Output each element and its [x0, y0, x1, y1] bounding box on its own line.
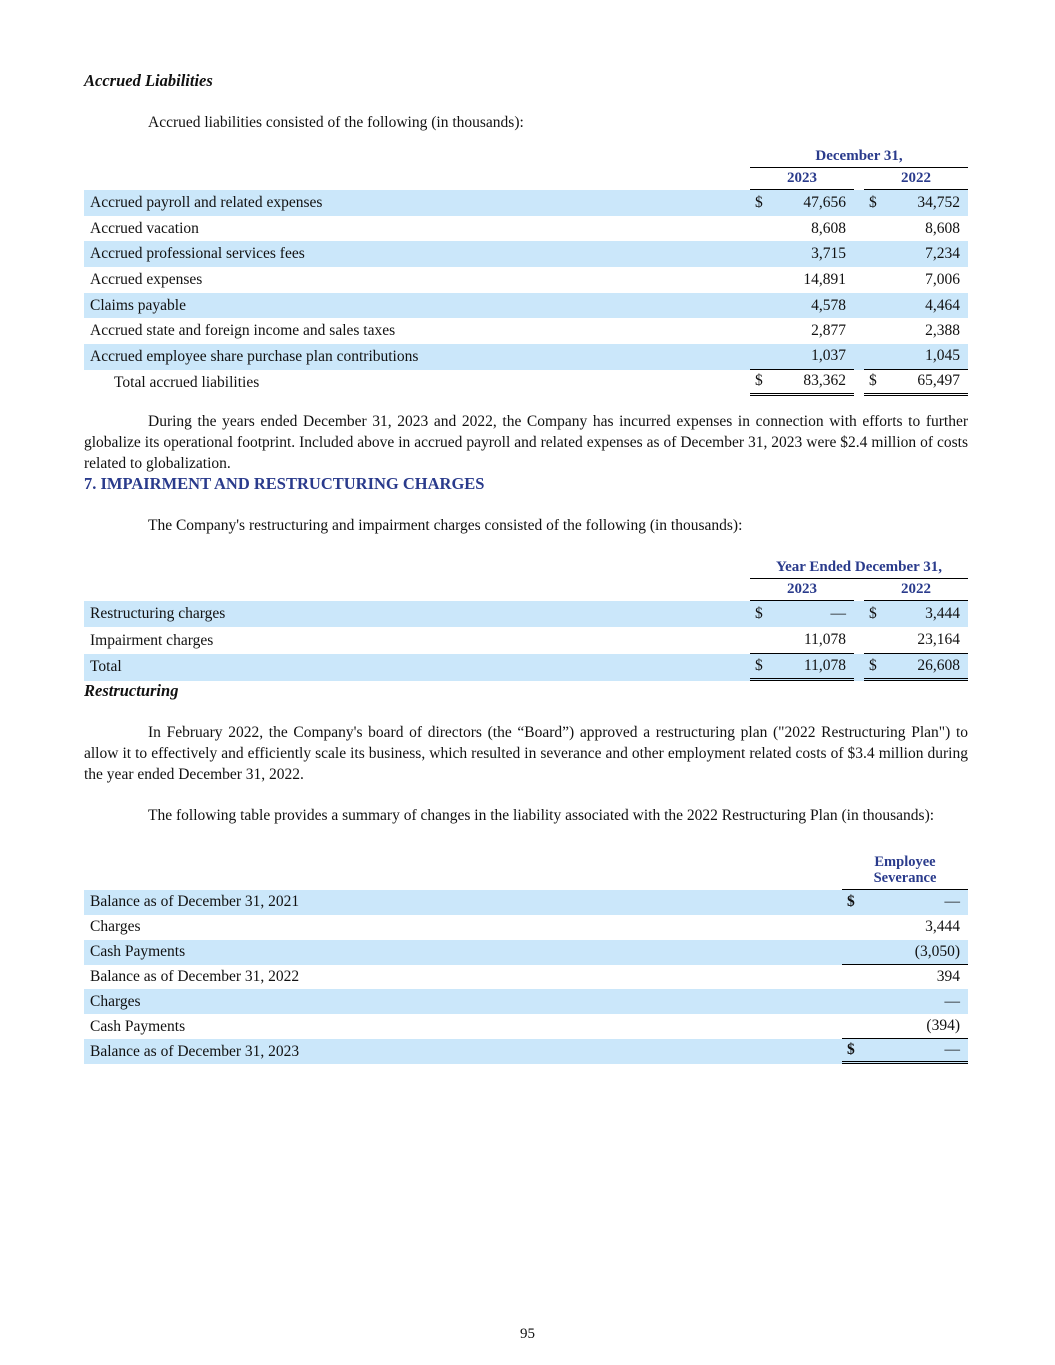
amount-cell — [864, 601, 968, 628]
amount-value: 34,752 — [917, 193, 960, 211]
amount-value: 3,444 — [925, 604, 960, 622]
amount-value: 14,891 — [803, 270, 846, 288]
amount-cell — [750, 190, 854, 216]
table-row — [84, 267, 968, 293]
column-gap — [854, 267, 864, 293]
amount-value: 3,715 — [811, 245, 846, 263]
restructuring-impairment-table — [84, 559, 968, 681]
table-row — [84, 989, 968, 1014]
currency-symbol: $ — [755, 372, 763, 390]
column-gap — [854, 654, 864, 681]
employee-severance-header-line1: Employee — [874, 853, 936, 870]
currency-symbol: $ — [847, 893, 855, 911]
amount-value: 65,497 — [917, 372, 960, 390]
amount-cell — [750, 627, 854, 654]
row-label: Impairment charges — [90, 631, 214, 649]
table-row — [84, 293, 968, 319]
table-row — [84, 370, 968, 396]
row-label: Restructuring charges — [90, 604, 226, 622]
amount-value: 4,464 — [925, 296, 960, 314]
table-row — [84, 241, 968, 267]
section-heading-accrued-liabilities: Accrued Liabilities — [84, 71, 213, 90]
table-row — [84, 216, 968, 242]
severance-rollforward-table — [84, 854, 968, 1064]
column-gap — [854, 190, 864, 216]
table-body — [84, 890, 968, 1064]
amount-value: 7,234 — [925, 245, 960, 263]
table-year-header-row — [750, 168, 968, 190]
amount-value: 83,362 — [803, 372, 846, 390]
page-number: 95 — [520, 1326, 535, 1342]
rollforward-intro-paragraph: The following table provides a summary of changes in the liability associated with the 2022 Restructuring Plan (in thousands): — [148, 806, 935, 824]
currency-symbol: $ — [869, 193, 877, 211]
row-label: Accrued employee share purchase plan contributions — [90, 347, 419, 365]
row-label: Accrued professional services fees — [90, 245, 305, 263]
row-label: Balance as of December 31, 2021 — [90, 893, 300, 911]
row-label: Accrued payroll and related expenses — [90, 193, 323, 211]
amount-cell — [864, 190, 968, 216]
row-label: Total accrued liabilities — [114, 373, 260, 391]
amount-cell — [864, 267, 968, 293]
table-header-group-row — [84, 559, 968, 579]
amount-cell — [750, 344, 854, 370]
amount-cell — [750, 370, 854, 396]
table-row — [84, 344, 968, 370]
accrued-liabilities-table — [84, 148, 968, 396]
amount-cell — [842, 915, 968, 940]
row-label: Balance as of December 31, 2022 — [90, 968, 300, 985]
column-gap — [854, 241, 864, 267]
row-label: Accrued expenses — [90, 270, 203, 288]
amount-cell — [864, 318, 968, 344]
employee-severance-header-line2: Severance — [873, 869, 937, 886]
currency-symbol: $ — [755, 656, 763, 674]
currency-symbol: $ — [869, 372, 877, 390]
amount-value: 26,608 — [917, 656, 960, 674]
amount-value: — — [944, 1041, 960, 1059]
table-row — [84, 190, 968, 216]
currency-symbol: $ — [847, 1041, 855, 1059]
amount-cell — [750, 293, 854, 319]
row-label: Charges — [90, 918, 141, 936]
table-header-group-row — [84, 854, 968, 890]
year-column-header: 2023 — [750, 579, 854, 601]
row-label: Charges — [90, 992, 141, 1010]
amount-cell — [750, 267, 854, 293]
restructuring-charges-intro: The Company's restructuring and impairment charges consisted of the following (in thousands): — [148, 516, 743, 534]
amount-value: 1,037 — [811, 347, 846, 365]
employee-severance-column-header — [842, 854, 968, 890]
row-label: Cash Payments — [90, 1017, 186, 1035]
currency-symbol: $ — [869, 604, 877, 622]
year-column-header: 2022 — [864, 168, 968, 190]
amount-cell — [864, 344, 968, 370]
table-row — [84, 1014, 968, 1039]
amount-value: (3,050) — [914, 942, 960, 960]
amount-value: 394 — [936, 968, 960, 985]
table-year-header-row — [750, 579, 968, 601]
amount-cell — [842, 1014, 968, 1039]
amount-cell — [750, 241, 854, 267]
amount-value: 1,045 — [925, 347, 960, 365]
globalization-paragraph: During the years ended December 31, 2023 and 2022, the Company has incurred expenses in connection with efforts to further globalize its operational footprint. Included above in accrued payroll and related expenses as of December 31, 2023 were $2.4 million of costs related to globalization. — [84, 412, 968, 472]
amount-cell — [842, 989, 968, 1014]
row-label: Balance as of December 31, 2023 — [90, 1042, 300, 1060]
amount-cell — [842, 940, 968, 965]
currency-symbol: $ — [755, 604, 763, 622]
amount-cell — [864, 654, 968, 681]
accrued-liabilities-intro: Accrued liabilities consisted of the following (in thousands): — [148, 114, 524, 131]
amount-value: 2,388 — [925, 322, 960, 340]
amount-value: 11,078 — [803, 656, 846, 674]
table-header-group-row — [84, 148, 968, 168]
column-gap — [854, 293, 864, 319]
table-row — [84, 890, 968, 915]
amount-value: (394) — [926, 1017, 960, 1035]
table-row — [84, 601, 968, 628]
column-gap — [854, 601, 864, 628]
table-row — [84, 654, 968, 681]
section-heading-impairment-restructuring: 7. IMPAIRMENT AND RESTRUCTURING CHARGES — [84, 473, 485, 493]
column-gap — [854, 216, 864, 242]
year-column-header: 2023 — [750, 168, 854, 190]
amount-cell — [750, 654, 854, 681]
restructuring-plan-paragraph: In February 2022, the Company's board of directors (the “Board”) approved a restructuring plan ("2022 Restructuring Plan") to allow it to effectively and efficiently scale its business, which resulted in severance and other employment related costs of $3.4 million during the year ended December 31, 2022. — [84, 723, 968, 783]
table-body — [84, 190, 968, 396]
amount-value: 23,164 — [917, 631, 960, 649]
row-label: Accrued state and foreign income and sales taxes — [90, 322, 396, 340]
table-row — [84, 965, 968, 990]
row-label: Cash Payments — [90, 943, 186, 961]
currency-symbol: $ — [869, 656, 877, 674]
amount-value: — — [830, 604, 846, 622]
year-ended-header: Year Ended December 31, — [750, 559, 968, 579]
amount-cell — [864, 293, 968, 319]
amount-value: 2,877 — [811, 322, 846, 340]
column-gap — [854, 627, 864, 654]
table-row — [84, 318, 968, 344]
amount-value: — — [944, 893, 960, 911]
date-header: December 31, — [750, 148, 968, 168]
amount-cell — [750, 601, 854, 628]
amount-cell — [864, 241, 968, 267]
table-row — [84, 940, 968, 965]
currency-symbol: $ — [755, 193, 763, 211]
amount-value: 47,656 — [803, 193, 846, 211]
amount-value: 11,078 — [803, 631, 846, 649]
table-row — [84, 627, 968, 654]
column-gap — [854, 318, 864, 344]
amount-cell — [750, 216, 854, 242]
column-gap — [854, 344, 864, 370]
amount-value: 4,578 — [811, 296, 846, 314]
amount-cell — [750, 318, 854, 344]
subsection-heading-restructuring: Restructuring — [84, 680, 179, 700]
column-gap — [854, 370, 864, 396]
amount-cell — [842, 1039, 968, 1064]
row-label: Total — [90, 658, 122, 676]
table-body — [84, 601, 968, 681]
amount-cell — [864, 627, 968, 654]
amount-value: 8,608 — [811, 219, 846, 237]
year-column-header: 2022 — [864, 579, 968, 601]
amount-value: 7,006 — [925, 270, 960, 288]
amount-value: — — [944, 992, 960, 1010]
amount-cell — [842, 965, 968, 990]
row-label: Claims payable — [90, 296, 186, 314]
amount-value: 3,444 — [925, 918, 960, 936]
table-row — [84, 915, 968, 940]
amount-cell — [864, 370, 968, 396]
amount-cell — [842, 890, 968, 915]
row-label: Accrued vacation — [90, 219, 199, 237]
amount-value: 8,608 — [925, 219, 960, 237]
amount-cell — [864, 216, 968, 242]
table-row — [84, 1039, 968, 1064]
